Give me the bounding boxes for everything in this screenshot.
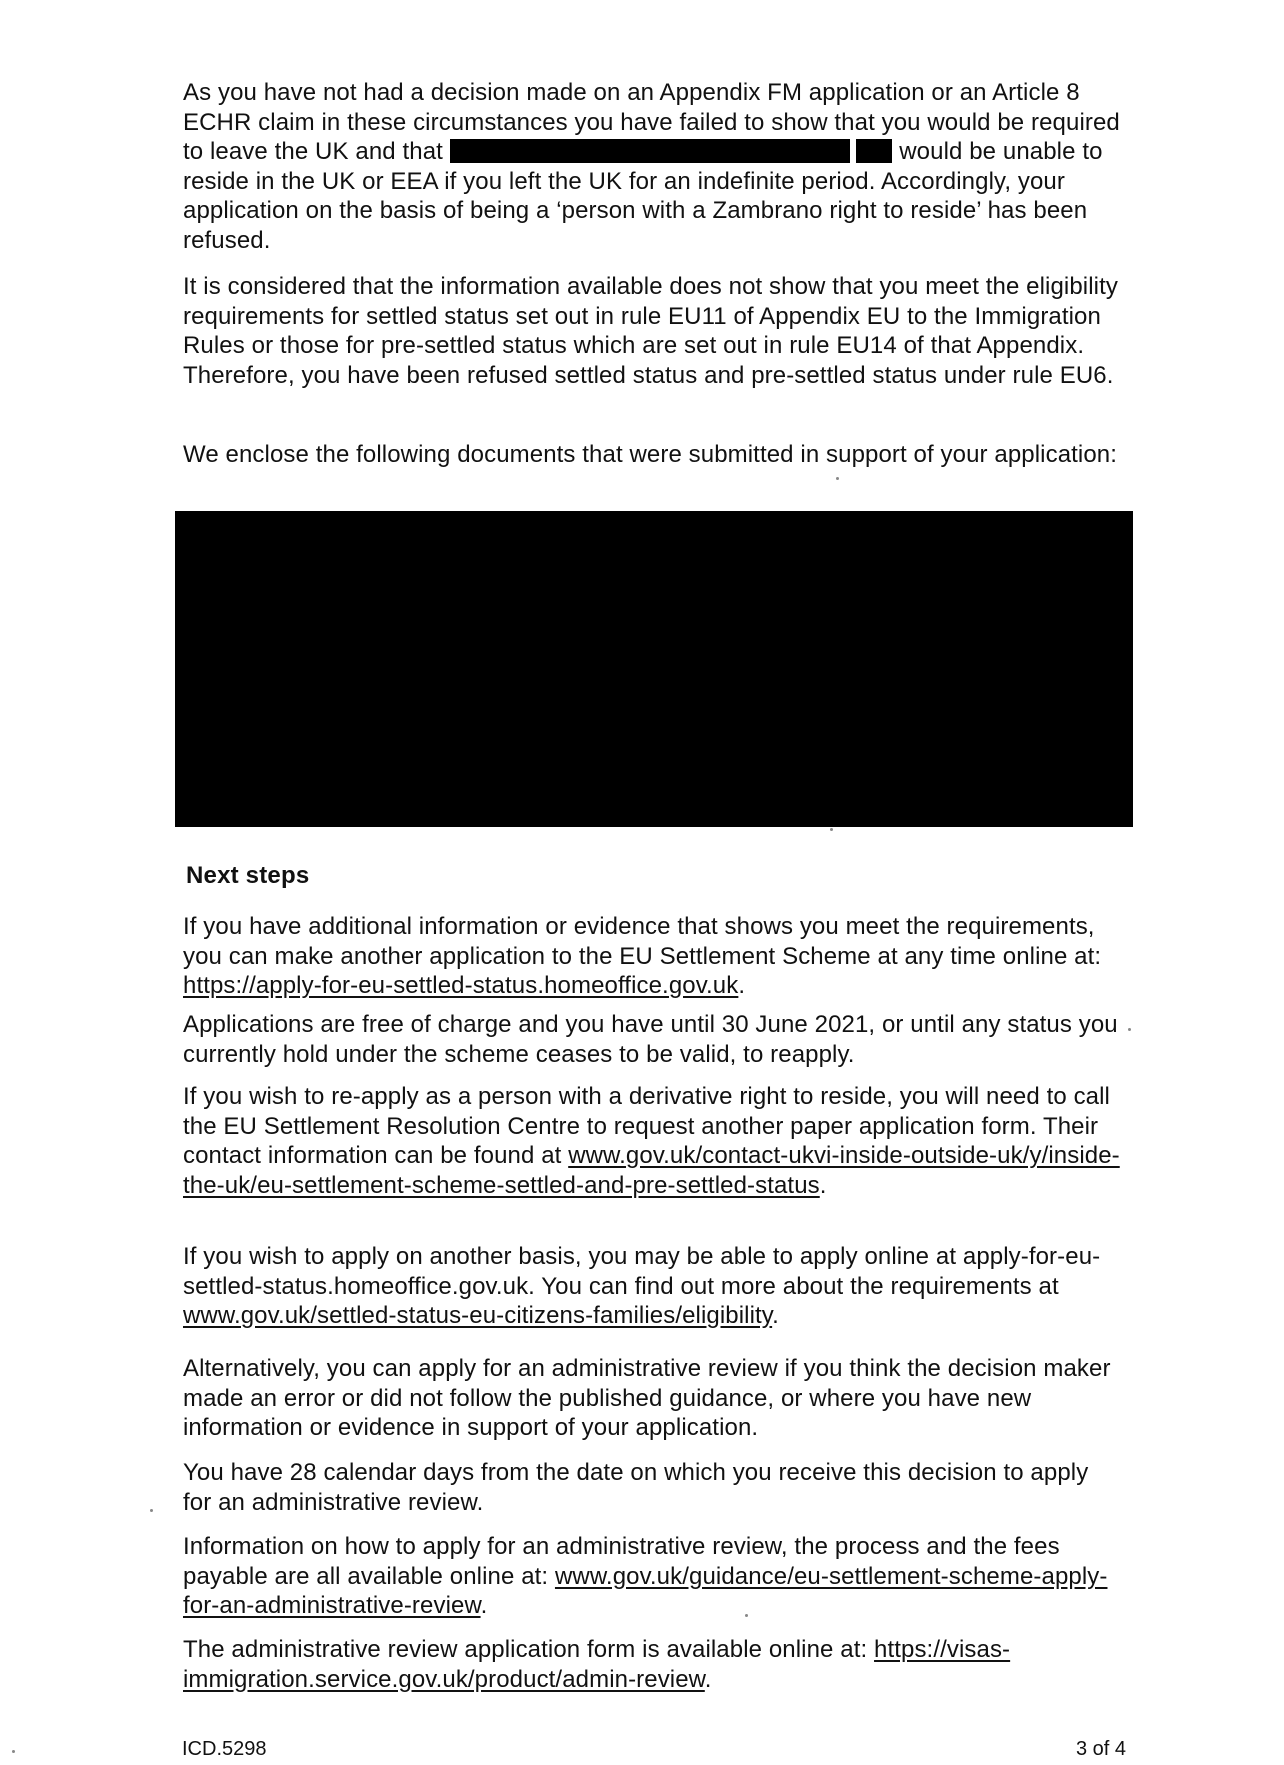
paragraph-text: . <box>480 1592 488 1620</box>
page-number: 3 of 4 <box>1076 1738 1127 1760</box>
paragraph-text: . <box>704 1665 712 1693</box>
redaction-bar <box>450 139 850 163</box>
scan-speck <box>745 1614 748 1617</box>
document-reference-code: ICD.5298 <box>182 1738 267 1760</box>
scan-speck <box>12 1750 15 1753</box>
paragraph-text: If you wish to re-apply as a person with a derivative right to reside, you will need to call the EU Settlement Resolution Centre to request another paper application form. Their contact information can be found at <box>183 1083 1110 1170</box>
paragraph-text: Information on how to apply for an administrative review, the process and the fees payable are all available online at: <box>183 1533 1060 1590</box>
paragraph-text: . <box>772 1302 779 1330</box>
paragraph-text: would be unable to reside in the UK or EEA if you left the UK for an indefinite period. Accordingly, your application on the basis of being a ‘person with a Zambrano right to reside’ has been refused. <box>183 138 1103 254</box>
redacted-document-list <box>175 511 1133 827</box>
paragraph-28-days: You have 28 calendar days from the date on which you receive this decision to apply for an administrative review. <box>183 1459 1089 1516</box>
section-heading-next-steps: Next steps <box>186 862 310 889</box>
paragraph-eligibility: It is considered that the information available does not show that you meet the eligibility requirements for settled status set out in rule EU11 of Appendix EU to the Immigration Rules or those for pre-settled status which are set out in rule EU14 of that Appendix. Therefore, you have been refused settled status and pre-settled status under rule EU6. <box>183 273 1118 389</box>
paragraph-text: . <box>738 972 746 1000</box>
paragraph-reapply-online <box>183 912 1123 1001</box>
scan-speck <box>830 828 833 831</box>
link-settled-status-eligibility[interactable]: www.gov.uk/settled-status-eu-citizens-families/eligibility <box>183 1302 773 1330</box>
link-admin-review-guidance[interactable]: www.gov.uk/guidance/eu-settlement-scheme-apply-for-an-administrative-review <box>183 1562 1108 1620</box>
scan-speck <box>836 477 839 480</box>
paragraph-text: If you wish to apply on another basis, you may be able to apply online at apply-for-eu-settled-status.homeoffice.gov.uk. You can find out more about the requirements at <box>183 1243 1101 1300</box>
scan-speck <box>150 1509 153 1512</box>
scan-speck <box>1128 1028 1131 1031</box>
link-contact-ukvi[interactable]: www.gov.uk/contact-ukvi-inside-outside-uk/y/inside-the-uk/eu-settlement-scheme-settled-and-pre-settled-status <box>183 1142 1120 1199</box>
redaction-bar <box>856 139 892 163</box>
paragraph-review-information <box>183 1532 1123 1621</box>
paragraph-text: As you have not had a decision made on an Appendix FM application or an Article 8 ECHR claim in these circumstances you have failed to show that you would be required to leave the UK and that <box>183 79 1120 166</box>
link-admin-review-form[interactable]: https://visas-immigration.service.gov.uk/product/admin-review <box>183 1636 1011 1693</box>
paragraph-free-of-charge: Applications are free of charge and you have until 30 June 2021, or until any status you currently hold under the scheme ceases to be valid, to reapply. <box>183 1011 1118 1068</box>
link-apply-eu-settled-status[interactable]: https://apply-for-eu-settled-status.homeoffice.gov.uk <box>183 972 739 1000</box>
paragraph-administrative-review: Alternatively, you can apply for an administrative review if you think the decision maker made an error or did not follow the published guidance, or where you have new information or evidence in support of your application. <box>183 1355 1111 1442</box>
paragraph-another-basis <box>183 1242 1123 1331</box>
paragraph-derivative-right <box>183 1082 1123 1200</box>
paragraph-review-form <box>183 1635 1123 1694</box>
paragraph-enclosed-documents: We enclose the following documents that were submitted in support of your application: <box>183 441 1118 468</box>
paragraph-text: If you have additional information or evidence that shows you meet the requirements, you can make another application to the EU Settlement Scheme at any time online at: <box>183 913 1102 970</box>
paragraph-zambrano-refusal <box>183 78 1123 256</box>
paragraph-text: . <box>819 1171 827 1199</box>
paragraph-text: The administrative review application form is available online at: <box>183 1636 875 1663</box>
